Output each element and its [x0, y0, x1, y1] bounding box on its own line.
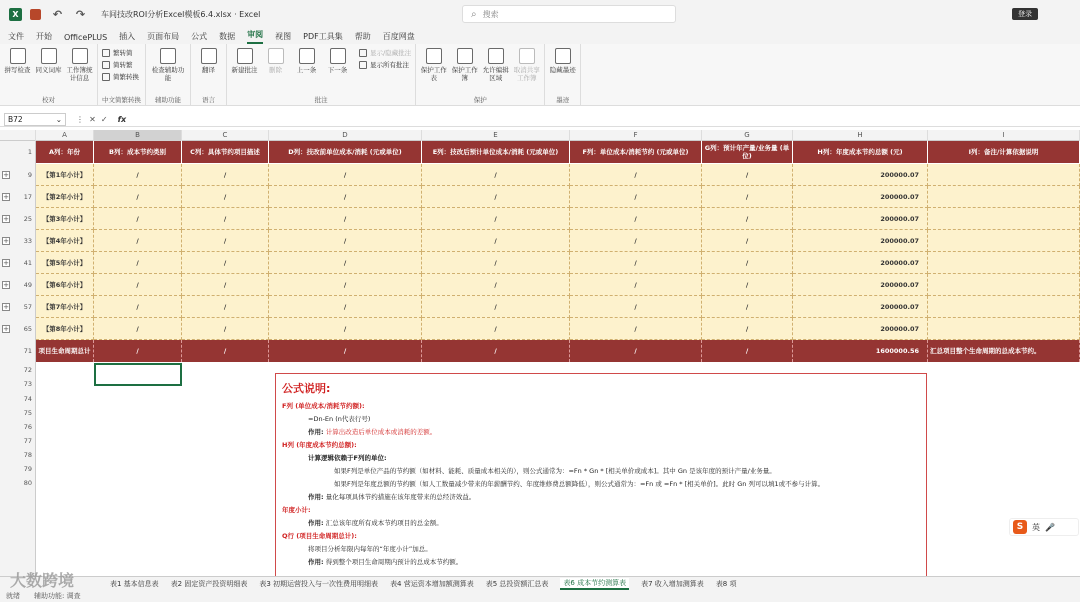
stats-icon	[72, 48, 88, 64]
year-subtotal-cell: 200000.07	[793, 274, 928, 296]
header-cell: G列：预计年产量/业务量 (单位)	[702, 141, 793, 163]
workbook-stats-button[interactable]: 工作簿统计信息	[66, 48, 93, 82]
year-subtotal-cell: /	[570, 164, 702, 186]
row-number[interactable]: 74	[23, 395, 32, 403]
sheet-tab[interactable]: 表7 收入增加测算表	[641, 579, 704, 588]
year-subtotal-cell: 200000.07	[793, 318, 928, 340]
year-subtotal-cell: /	[94, 252, 182, 274]
year-subtotal-cell	[928, 230, 1080, 252]
share-icon	[519, 48, 535, 64]
row-number[interactable]: 80	[23, 479, 32, 487]
note-q-desc: 将项目分析年限内每年的“年度小计”加总。	[308, 545, 432, 553]
spell-check-button[interactable]: 拼写检查	[4, 48, 31, 82]
year-subtotal-cell: /	[702, 318, 793, 340]
note-h-head: H列 (年度成本节约总额):	[282, 441, 357, 449]
year-subtotal-cell	[928, 252, 1080, 274]
status-bar	[0, 590, 1080, 602]
formula-bar	[0, 112, 1080, 127]
year-subtotal-cell: /	[570, 230, 702, 252]
header-cell: C列：具体节约项目描述	[182, 141, 269, 163]
name-box[interactable]: B72 ⌄	[4, 113, 66, 126]
menu-item[interactable]: 数据	[219, 32, 236, 41]
column-header[interactable]: G	[702, 130, 793, 141]
sogou-logo-icon: S	[1013, 520, 1027, 534]
header-cell: I列：备注/计算依据说明	[928, 141, 1080, 163]
group-label: 保护	[473, 96, 487, 104]
sheet-tab[interactable]: 表5 总投资额汇总表	[485, 579, 549, 588]
year-subtotal-cell: 200000.07	[793, 186, 928, 208]
year-subtotal-cell: /	[702, 230, 793, 252]
year-subtotal-cell: /	[269, 274, 422, 296]
selected-cell[interactable]	[94, 363, 182, 386]
file-title: 车间技改ROI分析Excel模板6.4.xlsx · Excel	[101, 9, 261, 19]
allow-edit-ranges-button[interactable]: 允许编辑区域	[482, 48, 509, 82]
check-accessibility-button[interactable]: 检查辅助功能	[150, 48, 186, 82]
lifecycle-total-cell: /	[182, 340, 269, 362]
expand-row-group-button[interactable]: +	[3, 237, 9, 245]
note-f-formula: =Dn-En (n代表行号)	[308, 415, 371, 423]
year-subtotal-cell: 【第1年小计】	[36, 164, 94, 186]
comment-icon	[237, 48, 253, 64]
year-subtotal-cell	[928, 274, 1080, 296]
next-comment-button[interactable]: 下一条	[324, 48, 351, 74]
note-f-head: F列 (单位成本/消耗节约额):	[282, 402, 365, 410]
year-subtotal-cell: 【第7年小计】	[36, 296, 94, 318]
year-subtotal-cell: 【第3年小计】	[36, 208, 94, 230]
year-subtotal-cell: /	[269, 230, 422, 252]
lifecycle-total-cell: /	[570, 340, 702, 362]
header-cell: B列：成本节约类别	[94, 141, 182, 163]
note-h-case1: 如果F列是单位产品的节约额（如材料、能耗、质量成本相关的），则公式通常为：=Fn * Gn * [相关单价或成本]。其中 Gn 是该年度的预计产量/业务量。	[334, 467, 776, 475]
expand-row-group-button[interactable]: +	[3, 281, 9, 289]
protect-sheet-button[interactable]: 保护工作表	[420, 48, 447, 82]
year-subtotal-cell: /	[182, 208, 269, 230]
year-subtotal-cell: /	[182, 230, 269, 252]
year-subtotal-cell	[928, 186, 1080, 208]
menu-item[interactable]: 帮助	[354, 32, 371, 41]
year-subtotal-cell: /	[94, 164, 182, 186]
row-number[interactable]: 71	[23, 347, 32, 355]
ime-language[interactable]: 英	[1032, 522, 1040, 532]
year-subtotal-cell: /	[182, 164, 269, 186]
year-subtotal-cell: /	[570, 208, 702, 230]
year-subtotal-cell: /	[94, 296, 182, 318]
row-number[interactable]: 25	[23, 215, 32, 223]
year-subtotal-cell	[928, 318, 1080, 340]
simp-to-trad-button[interactable]: 简转繁	[102, 60, 141, 69]
group-label: 辅助功能	[155, 96, 181, 104]
lifecycle-total-cell: 项目生命周期总计	[36, 340, 94, 362]
year-subtotal-cell: /	[422, 208, 570, 230]
sheet-tab[interactable]: 表2 固定资产投资明细表	[170, 579, 248, 588]
sheet-tabs	[0, 576, 1080, 590]
year-subtotal-cell: 200000.07	[793, 164, 928, 186]
title-bar	[0, 0, 1080, 28]
year-subtotal-cell: /	[182, 274, 269, 296]
year-subtotal-cell: /	[182, 318, 269, 340]
group-label: 校对	[42, 96, 55, 104]
menu-item[interactable]: 文件	[8, 32, 24, 41]
menu-item[interactable]: 公式	[191, 32, 208, 41]
status-accessibility[interactable]: 辅助功能: 调查	[34, 592, 81, 600]
login-button[interactable]: 登录	[1012, 8, 1038, 20]
sheet-tab[interactable]: 表1 基本信息表	[110, 579, 159, 588]
year-subtotal-cell: 【第6年小计】	[36, 274, 94, 296]
menu-item[interactable]: 页面布局	[147, 32, 180, 41]
new-comment-button[interactable]: 新建批注	[231, 48, 258, 74]
thesaurus-button[interactable]: 同义词库	[35, 48, 62, 82]
row-number[interactable]: 78	[23, 451, 32, 459]
header-cell: D列：技改前单位成本/消耗 (元或单位)	[269, 141, 422, 163]
column-header[interactable]: H	[793, 130, 928, 141]
expand-row-group-button[interactable]: +	[3, 325, 9, 333]
column-headers	[0, 130, 1080, 141]
year-subtotal-cell: /	[94, 186, 182, 208]
note-title: 公式说明:	[282, 382, 331, 395]
lifecycle-total-cell: 1600000.56	[793, 340, 928, 362]
expand-row-group-button[interactable]: +	[3, 215, 9, 223]
unshare-workbook-button[interactable]: 取消共享工作簿	[513, 48, 540, 82]
select-all-corner[interactable]	[0, 130, 36, 141]
ribbon-group-proofing	[0, 44, 98, 106]
column-header[interactable]: C	[182, 130, 269, 141]
year-subtotal-cell: /	[422, 252, 570, 274]
header-cell: E列：技改后预计单位成本/消耗 (元或单位)	[422, 141, 570, 163]
row-number[interactable]: 1	[27, 148, 32, 156]
year-subtotal-cell: /	[94, 318, 182, 340]
year-subtotal-cell: /	[702, 208, 793, 230]
year-subtotal-cell: /	[422, 230, 570, 252]
year-subtotal-cell: /	[570, 296, 702, 318]
group-label: 语言	[202, 96, 215, 104]
year-subtotal-cell: /	[269, 252, 422, 274]
column-header[interactable]: I	[928, 130, 1080, 141]
sheet-tab[interactable]: 表3 初期运营投入与一次性费用明细表	[259, 579, 379, 588]
year-subtotal-cell: 200000.07	[793, 208, 928, 230]
simp-trad-convert-button[interactable]: 简繁转换	[102, 72, 141, 81]
prev-comment-button[interactable]: 上一条	[293, 48, 320, 74]
year-subtotal-cell	[928, 296, 1080, 318]
watermark: 大数跨境	[10, 571, 75, 590]
year-subtotal-cell: /	[702, 186, 793, 208]
ribbon-group-language	[191, 44, 227, 106]
expand-row-group-button[interactable]: +	[3, 171, 9, 179]
row-number[interactable]: 57	[23, 303, 32, 311]
trad-to-simp-button[interactable]: 繁转简	[102, 48, 141, 57]
sheet-tab[interactable]: 表6 成本节约测算表	[560, 578, 629, 590]
note-q-role: 得到整个项目生命周期内预计的总成本节约额。	[325, 558, 463, 566]
column-header[interactable]: E	[422, 130, 570, 141]
excel-logo-icon: X	[9, 8, 22, 21]
spreadsheet-grid[interactable]	[0, 130, 1080, 590]
year-subtotal-cell: /	[269, 208, 422, 230]
undo-icon[interactable]: ↶	[52, 7, 63, 21]
year-subtotal-cell: /	[269, 186, 422, 208]
toggle-comment-button[interactable]: 显示/隐藏批注	[359, 48, 411, 57]
sheet-tab[interactable]: 表4 营运资本增加额测算表	[390, 579, 474, 588]
year-subtotal-cell	[928, 208, 1080, 230]
status-ready: 就绪	[6, 592, 20, 600]
formula-controls: ⋮ ✕ ✓ fx	[76, 114, 127, 124]
ribbon	[0, 44, 1080, 106]
header-cell: F列：单位成本/消耗节约 (元或单位)	[570, 141, 702, 163]
note-label: 作用:	[308, 428, 324, 436]
row-number[interactable]: 76	[23, 423, 32, 431]
year-subtotal-cell: /	[702, 252, 793, 274]
row-number[interactable]: 49	[23, 281, 32, 289]
comment-icon	[359, 61, 367, 69]
menu-item[interactable]: PDF工具集	[303, 32, 343, 41]
search-box[interactable]	[462, 5, 676, 23]
menu-item[interactable]: 视图	[275, 32, 292, 41]
year-subtotal-cell: /	[94, 208, 182, 230]
year-subtotal-cell: /	[269, 296, 422, 318]
delete-comment-button[interactable]: 删除	[262, 48, 289, 74]
year-subtotal-cell: /	[182, 296, 269, 318]
row-number[interactable]: 17	[23, 193, 32, 201]
row-number[interactable]: 9	[27, 171, 32, 179]
sheet-tab[interactable]: 表8 项	[715, 579, 737, 588]
ribbon-group-ink	[545, 44, 581, 106]
note-h-case2: 如果F列是年度总额的节约额（如人工数量减少带来的年薪酬节约、年度维修费总额降低），则公式通常为：=Fn 或 =Fn * [相关单价]。此时 Gn 列可以填1或不参与计算。	[334, 480, 825, 488]
year-subtotal-cell: /	[182, 186, 269, 208]
lifecycle-total-cell: /	[94, 340, 182, 362]
hide-ink-button[interactable]: 隐藏墨迹	[549, 48, 576, 74]
row-number[interactable]: 72	[23, 366, 32, 374]
year-subtotal-cell: /	[570, 186, 702, 208]
row-number[interactable]: 75	[23, 409, 32, 417]
spell-check-icon	[10, 48, 26, 64]
expand-row-group-button[interactable]: +	[3, 303, 9, 311]
note-f-role: 计算出改造后单位成本或消耗的差额。	[325, 428, 437, 436]
row-number[interactable]: 41	[23, 259, 32, 267]
ime-toolbar[interactable]	[1009, 518, 1079, 536]
year-subtotal-cell: /	[570, 252, 702, 274]
year-subtotal-cell: 200000.07	[793, 296, 928, 318]
save-icon[interactable]	[30, 9, 41, 20]
year-subtotal-cell: /	[182, 252, 269, 274]
search-icon: ⌕	[471, 8, 477, 20]
year-subtotal-cell: /	[422, 296, 570, 318]
menu-item[interactable]: 开始	[36, 32, 52, 41]
year-subtotal-cell: /	[702, 164, 793, 186]
year-subtotal-cell: /	[269, 318, 422, 340]
column-header[interactable]: B	[94, 130, 182, 141]
year-subtotal-cell: 200000.07	[793, 230, 928, 252]
book-icon	[41, 48, 57, 64]
year-subtotal-cell: /	[702, 274, 793, 296]
year-subtotal-cell: /	[422, 164, 570, 186]
column-header[interactable]: A	[36, 130, 94, 141]
year-subtotal-cell: 200000.07	[793, 252, 928, 274]
year-subtotal-cell: /	[422, 274, 570, 296]
ribbon-group-protect	[416, 44, 545, 106]
note-year-role: 汇总该年度所有成本节约项目的总金额。	[325, 519, 443, 527]
protect-workbook-button[interactable]: 保护工作簿	[451, 48, 478, 82]
year-subtotal-cell: /	[94, 274, 182, 296]
lifecycle-total-cell: 汇总项目整个生命周期的总成本节约。	[928, 340, 1080, 362]
row-number[interactable]: 79	[23, 465, 32, 473]
row-number[interactable]: 65	[23, 325, 32, 333]
group-label: 中文简繁转换	[102, 96, 141, 104]
note-label: 作用:	[308, 493, 324, 501]
menu-item[interactable]: 插入	[119, 32, 136, 41]
ink-icon	[555, 48, 571, 64]
show-all-comments-button[interactable]: 显示所有批注	[359, 60, 411, 69]
row-number[interactable]: 73	[23, 380, 32, 388]
note-h-logic: 计算逻辑依赖于F列的单位:	[308, 454, 387, 462]
convert-icon	[102, 73, 110, 81]
lock-icon	[457, 48, 473, 64]
search-placeholder: 搜索	[482, 9, 499, 19]
year-subtotal-cell: /	[570, 318, 702, 340]
fx-icon[interactable]: fx	[117, 114, 127, 124]
lifecycle-total-cell: /	[422, 340, 570, 362]
header-cell: A列：年份	[36, 141, 94, 163]
year-subtotal-cell: 【第2年小计】	[36, 186, 94, 208]
lock-icon	[426, 48, 442, 64]
ribbon-group-chinese	[98, 44, 146, 106]
year-subtotal-cell: 【第8年小计】	[36, 318, 94, 340]
note-year-head: 年度小计:	[282, 506, 311, 514]
ribbon-group-comments	[227, 44, 416, 106]
chevron-down-icon: ⌄	[55, 114, 62, 124]
lifecycle-total-cell: /	[702, 340, 793, 362]
year-subtotal-cell: 【第5年小计】	[36, 252, 94, 274]
year-subtotal-cell: /	[422, 318, 570, 340]
lifecycle-total-cell: /	[269, 340, 422, 362]
microphone-icon[interactable]: 🎤	[1045, 522, 1055, 532]
accessibility-icon	[160, 48, 176, 64]
note-h-role: 量化每项具体节约措施在该年度带来的总经济效益。	[325, 493, 476, 501]
formula-explanation-box	[275, 373, 927, 590]
comment-icon	[359, 49, 367, 57]
menu-bar	[0, 28, 1080, 44]
year-subtotal-cell: /	[94, 230, 182, 252]
menu-item[interactable]: OfficePLUS	[64, 33, 108, 42]
year-subtotal-cell	[928, 164, 1080, 186]
delete-icon	[268, 48, 284, 64]
menu-item[interactable]: 审阅	[247, 29, 263, 44]
header-cell: H列：年度成本节约总额 (元)	[793, 141, 928, 163]
group-label: 墨迹	[556, 96, 570, 104]
redo-icon[interactable]: ↷	[75, 7, 86, 21]
column-header[interactable]: F	[570, 130, 702, 141]
note-q-head: Q行 (项目生命周期总计):	[282, 532, 357, 540]
prev-icon	[299, 48, 315, 64]
translate-button[interactable]: 翻译	[195, 48, 222, 74]
group-label: 批注	[314, 96, 328, 104]
convert-icon	[102, 61, 110, 69]
row-headers	[0, 141, 36, 590]
year-subtotal-cell: /	[570, 274, 702, 296]
next-icon	[330, 48, 346, 64]
year-subtotal-cell: /	[422, 186, 570, 208]
note-label: 作用:	[308, 519, 324, 527]
expand-row-group-button[interactable]: +	[3, 193, 9, 201]
row-number[interactable]: 33	[23, 237, 32, 245]
column-header[interactable]: D	[269, 130, 422, 141]
menu-item[interactable]: 百度网盘	[382, 32, 415, 41]
expand-row-group-button[interactable]: +	[3, 259, 9, 267]
ribbon-group-accessibility	[146, 44, 191, 106]
year-subtotal-cell: /	[269, 164, 422, 186]
year-subtotal-cell: /	[702, 296, 793, 318]
convert-icon	[102, 49, 110, 57]
translate-icon	[201, 48, 217, 64]
note-label: 作用:	[308, 558, 324, 566]
edit-range-icon	[488, 48, 504, 64]
row-number[interactable]: 77	[23, 437, 32, 445]
year-subtotal-cell: 【第4年小计】	[36, 230, 94, 252]
